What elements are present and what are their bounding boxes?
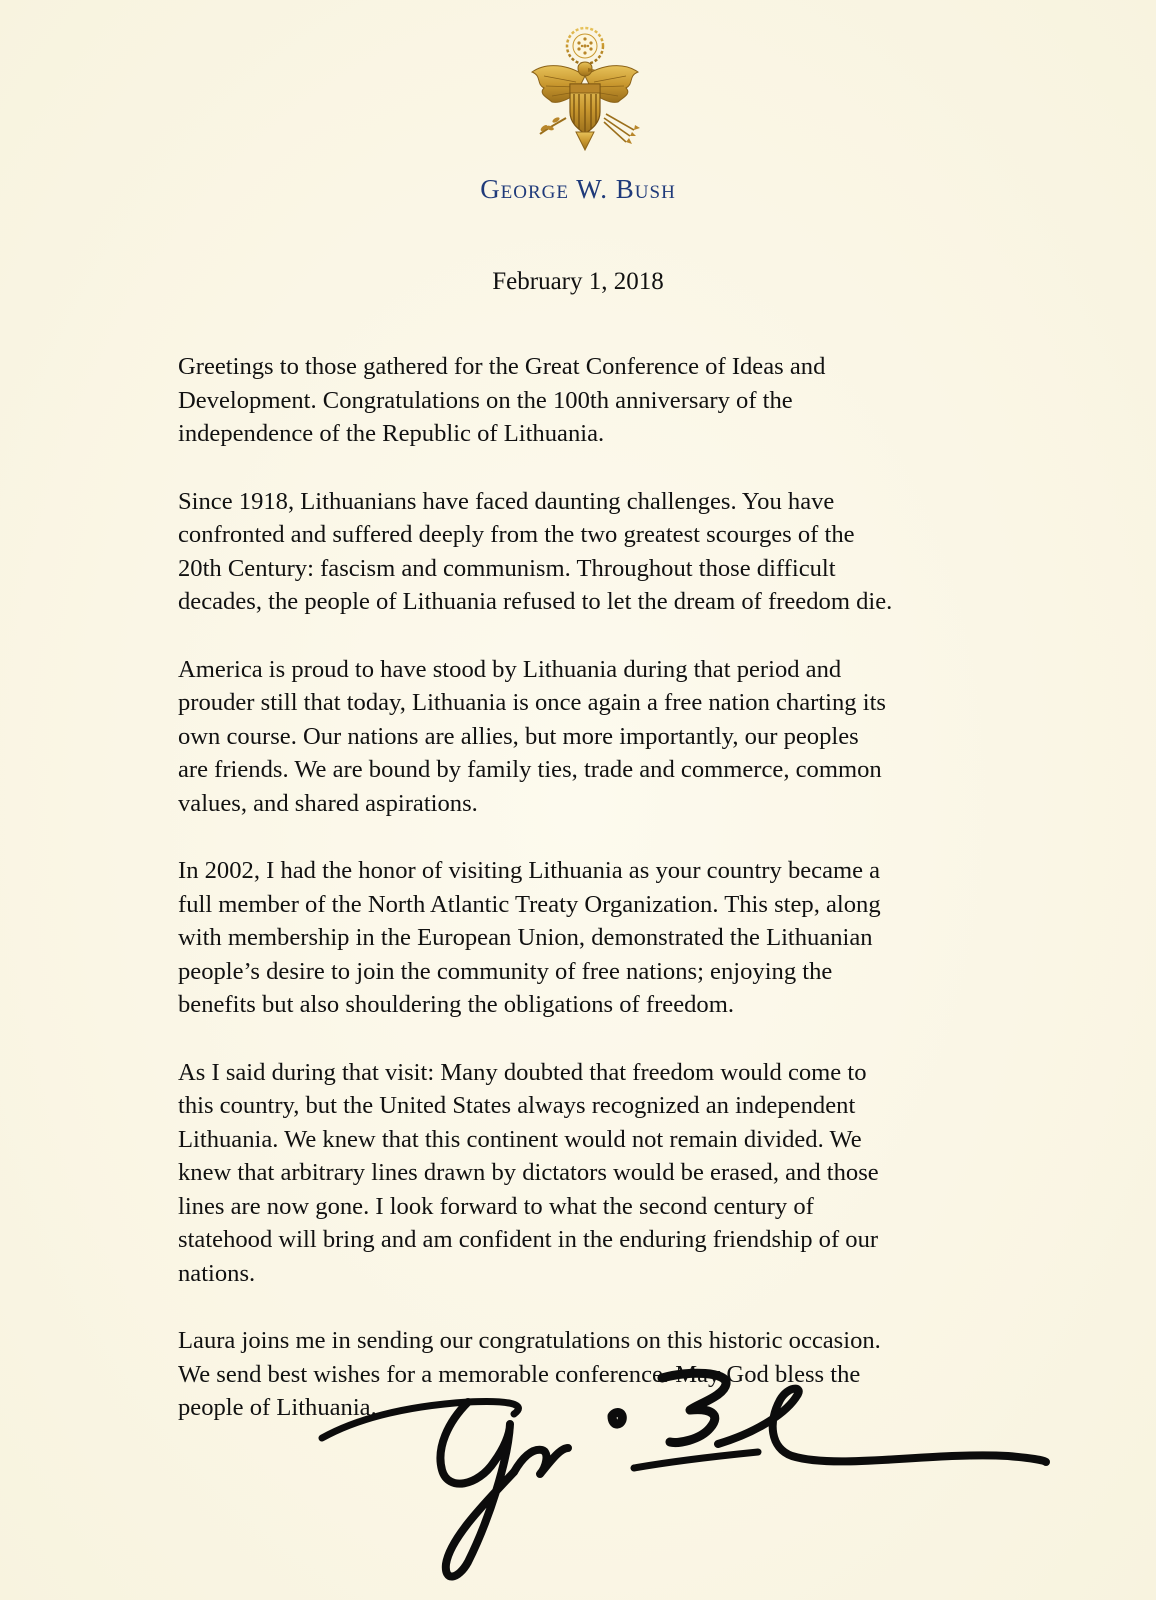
- eagle-seal-icon: [526, 24, 644, 154]
- paragraph-visit-quote: As I said during that visit: Many doubted that freedom would come to this country, but the United States always recognized an independent Lithuania. We knew that this continent would not remain divided. We knew that arbitrary lines drawn by dictators would be erased, and those lines are now gone. I look forward to what the second century of statehood will bring and am confident in the enduring friendship of our nations.: [178, 1058, 879, 1287]
- paragraph-america: America is proud to have stood by Lithuania during that period and prouder still that today, Lithuania is once again a free nation charting its own course. Our nations are allies, but more importantly, our peoples are friends. We are bound by family ties, trade and commerce, common values, and shared aspirations.: [178, 655, 886, 817]
- handwritten-signature: [318, 1352, 1058, 1592]
- paragraph-greeting: Greetings to those gathered for the Great Conference of Ideas and Development. Congratulations on the 100th anniversary of the independence of the Republic of Lithuania.: [178, 353, 826, 447]
- paragraph-closing: Laura joins me in sending our congratulations on this historic occasion. We send best wishes for a memorable conference. May God bless the people of Lithuania.: [178, 1327, 881, 1421]
- letterhead-name: George W. Bush: [480, 174, 676, 204]
- paragraph-nato: In 2002, I had the honor of visiting Lithuania as your country became a full member of the North Atlantic Treaty Organization. This step, along with membership in the European Union, demonstrated the Lithuanian people’s desire to join the community of free nations; enjoying the benefits but also shouldering the obligations of freedom.: [178, 857, 881, 1018]
- letter-date: February 1, 2018: [492, 268, 664, 295]
- paragraph-history: Since 1918, Lithuanians have faced daunting challenges. You have confronted and suffered deeply from the two greatest scourges of the 20th Century: fascism and communism. Throughout those difficult decades, the people of Lithuania refused to let the dream of freedom die.: [178, 487, 893, 615]
- letter-body: [178, 350, 988, 1459]
